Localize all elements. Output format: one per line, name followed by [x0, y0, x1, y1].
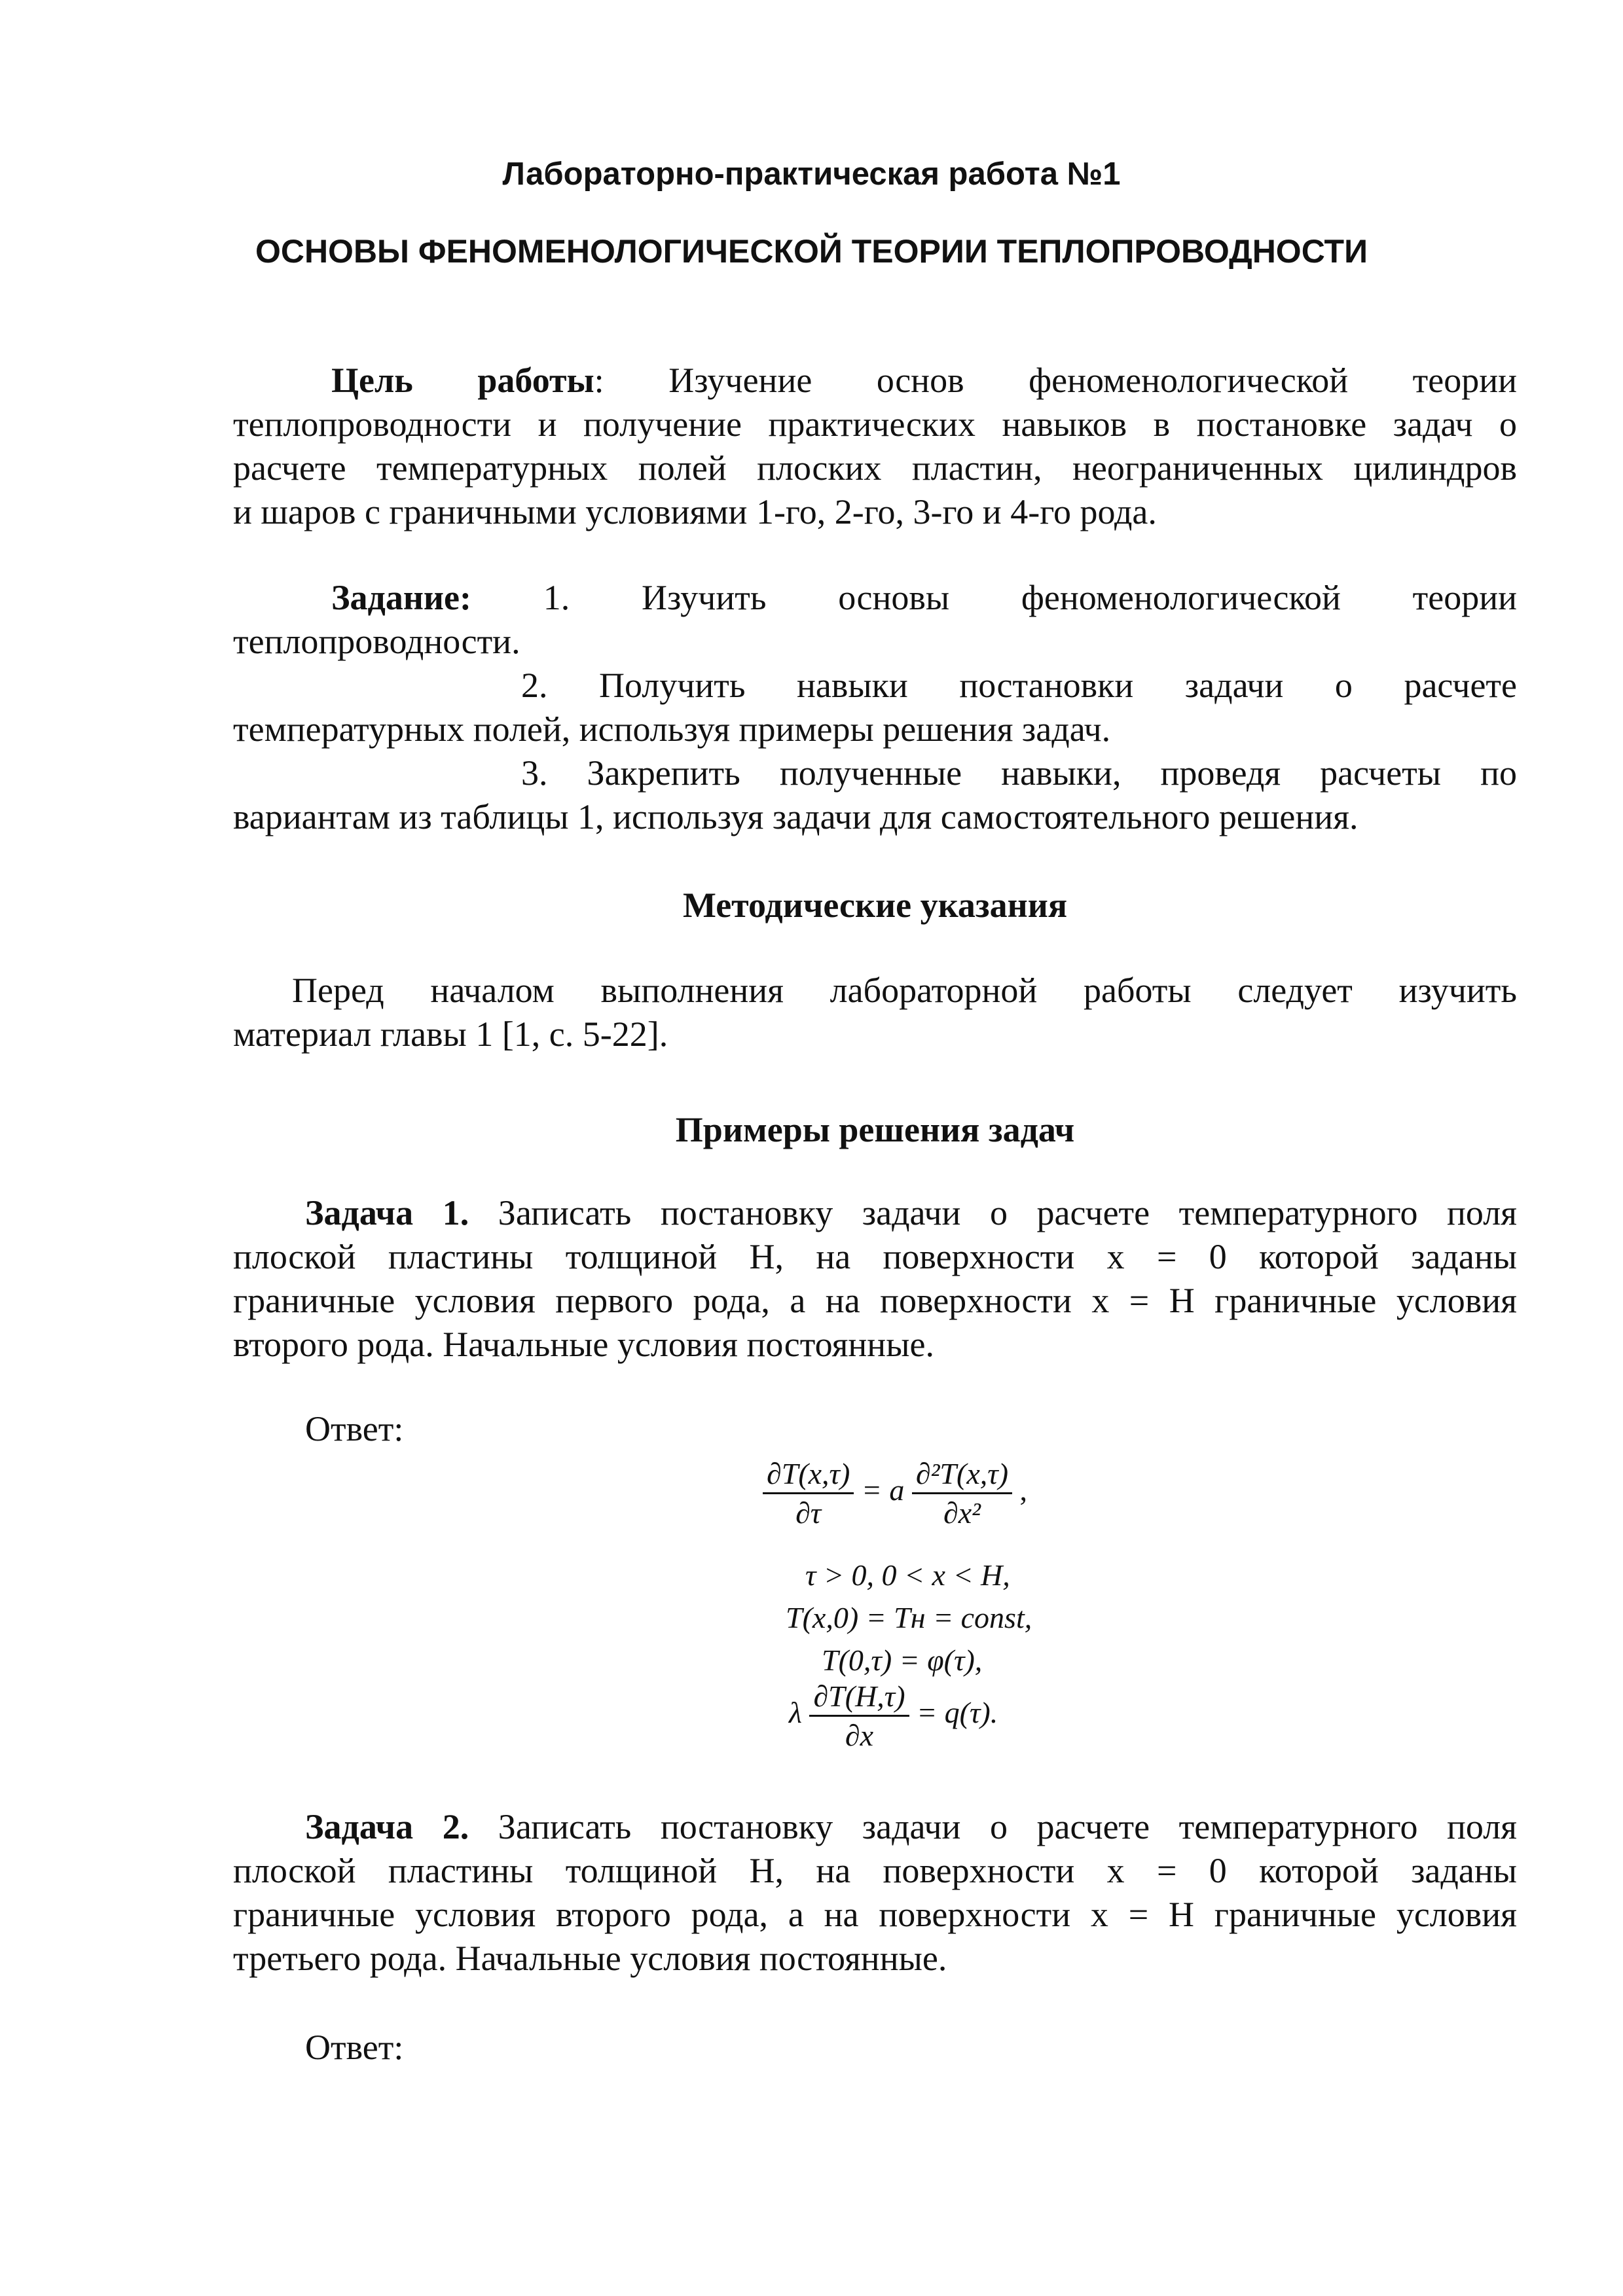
problem1-label: Задача 1. — [305, 1193, 469, 1232]
problem2-line-3: граничные условия второго рода, а на поверхности x = Н граничные условия — [233, 1895, 1517, 1934]
problem2-answer-label: Ответ: — [305, 2028, 404, 2067]
eq5-num: ∂T(H,τ) — [809, 1679, 909, 1717]
goal-line-4: и шаров с граничными условиями 1-го, 2-го, 3-го и 4-го рода. — [233, 492, 1157, 531]
problem1-line-4: второго рода. Начальные условия постоянные. — [233, 1325, 934, 1364]
problem1-paragraph — [233, 1191, 1517, 1367]
problem2-line-2: плоской пластины толщиной Н, на поверхности x = 0 которой заданы — [233, 1851, 1517, 1890]
goal-line-2: теплопроводности и получение практических навыков в постановке задач о — [233, 404, 1517, 444]
goal-line-1 — [233, 359, 1517, 403]
methodical-paragraph — [233, 969, 1517, 1056]
methodical-heading: Методические указания — [682, 886, 1068, 925]
task-item-3: 3. Закрепить полученные навыки, проведя расчеты по — [521, 753, 1517, 793]
task-paragraph — [233, 576, 1517, 839]
equation-heat — [763, 1456, 1027, 1530]
equation-initial: T(x,0) = Tн = const, — [786, 1601, 1032, 1634]
eq5-den: ∂x — [845, 1719, 874, 1752]
task-item-2-cont: температурных полей, используя примеры решения задач. — [233, 709, 1111, 749]
goal-paragraph — [233, 359, 1517, 534]
task-item-1-cont: теплопроводности. — [233, 622, 520, 661]
main-title: ОСНОВЫ ФЕНОМЕНОЛОГИЧЕСКОЙ ТЕОРИИ ТЕПЛОПРОВОДНОСТИ — [255, 233, 1368, 270]
problem2-line-1 — [233, 1805, 1517, 1849]
eq5-rest: = q(τ). — [917, 1696, 998, 1730]
task-item-2: 2. Получить навыки постановки задачи о расчете — [521, 666, 1517, 705]
problem2-label: Задача 2. — [305, 1807, 469, 1846]
equation-heat-right-fraction — [912, 1456, 1012, 1530]
methodical-line-1: Перед началом выполнения лабораторной работы следует изучить — [292, 971, 1517, 1010]
goal-label: Цель работы — [331, 361, 594, 400]
problem1-answer-label: Ответ: — [305, 1409, 404, 1448]
goal-line-3: расчете температурных полей плоских пластин, неограниченных цилиндров — [233, 448, 1517, 488]
problem1-line-1 — [233, 1191, 1517, 1235]
equation-domain: τ > 0, 0 < x < H, — [805, 1558, 1010, 1592]
problem2-paragraph — [233, 1805, 1517, 1981]
equation-heat-left-fraction — [763, 1456, 854, 1530]
eq1-den-right: ∂x² — [943, 1496, 981, 1530]
problem1-line-3: граничные условия первого рода, а на поверхности x = Н граничные условия — [233, 1281, 1517, 1320]
task-item-1: 1. Изучить основы феноменологической теории — [543, 578, 1518, 617]
methodical-line-2: материал главы 1 [1, с. 5-22]. — [233, 1014, 668, 1054]
equation-boundary-2-fraction — [809, 1679, 909, 1753]
problem2-line-1-text: Записать постановку задачи о расчете температурного поля — [469, 1807, 1517, 1846]
goal-line-1-text: : Изучение основ феноменологической теории — [594, 361, 1517, 400]
lab-title: Лабораторно-практическая работа №1 — [502, 156, 1121, 192]
problem2-line-4: третьего рода. Начальные условия постоянные. — [233, 1939, 947, 1978]
eq1-tail: , — [1019, 1473, 1028, 1507]
task-line-1 — [233, 576, 1517, 620]
equation-boundary-2 — [789, 1679, 998, 1753]
eq5-lambda: λ — [789, 1696, 802, 1730]
examples-heading: Примеры решения задач — [675, 1110, 1075, 1149]
eq1-num-right: ∂²T(x,τ) — [912, 1456, 1012, 1494]
eq1-den-left: ∂τ — [795, 1496, 822, 1530]
problem1-line-1-text: Записать постановку задачи о расчете температурного поля — [469, 1193, 1517, 1232]
eq1-eq: = a — [861, 1473, 905, 1507]
task-item-3-cont: вариантам из таблицы 1, используя задачи для самостоятельного решения. — [233, 797, 1359, 836]
problem1-line-2: плоской пластины толщиной Н, на поверхности x = 0 которой заданы — [233, 1237, 1517, 1276]
task-label: Задание: — [331, 578, 471, 617]
equation-boundary-1: T(0,τ) = φ(τ), — [822, 1643, 983, 1677]
eq1-num-left: ∂T(x,τ) — [763, 1456, 854, 1494]
